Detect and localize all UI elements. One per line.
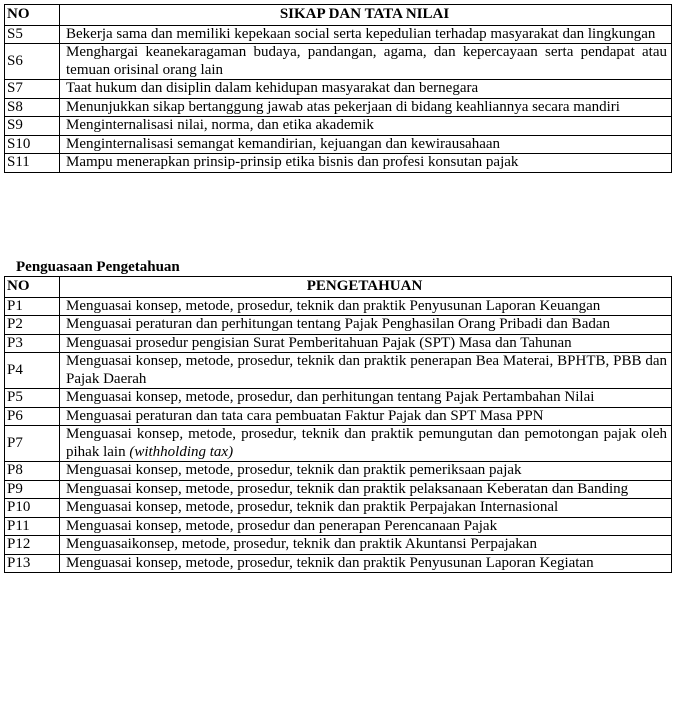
row-code: P12	[5, 536, 60, 555]
table-row	[5, 117, 672, 136]
table-row	[5, 499, 672, 518]
row-description: Taat hukum dan disiplin dalam kehidupan masyarakat dan bernegara	[60, 80, 672, 99]
row-code: S11	[5, 154, 60, 173]
table-row	[5, 98, 672, 117]
table-row	[5, 462, 672, 481]
row-description: Menguasaikonsep, metode, prosedur, teknik dan praktik Akuntansi Perpajakan	[60, 536, 672, 555]
row-code: P2	[5, 316, 60, 335]
table-row	[5, 154, 672, 173]
table-row	[5, 480, 672, 499]
row-description: Menguasai konsep, metode, prosedur, teknik dan praktik penerapan Bea Materai, BPHTB, PBB dan Pajak Daerah	[60, 353, 672, 389]
table-row	[5, 426, 672, 462]
row-code: S6	[5, 44, 60, 80]
row-description: Menguasai konsep, metode, prosedur, teknik dan praktik Penyusunan Laporan Kegiatan	[60, 554, 672, 573]
row-description: Menguasai konsep, metode, prosedur, dan perhitungan tentang Pajak Pertambahan Nilai	[60, 389, 672, 408]
column-header-no: NO	[5, 277, 60, 298]
sikap-table	[4, 4, 672, 173]
row-code: P11	[5, 517, 60, 536]
row-description: Menginternalisasi nilai, norma, dan etika akademik	[60, 117, 672, 136]
table-row	[5, 517, 672, 536]
column-header-sikap: SIKAP DAN TATA NILAI	[60, 5, 672, 26]
row-code: P9	[5, 480, 60, 499]
table-row	[5, 80, 672, 99]
row-description	[60, 426, 672, 462]
table-row	[5, 316, 672, 335]
row-description: Mampu menerapkan prinsip-prinsip etika bisnis dan profesi konsutan pajak	[60, 154, 672, 173]
row-description: Menguasai konsep, metode, prosedur, teknik dan praktik pelaksanaan Keberatan dan Banding	[60, 480, 672, 499]
row-code: S8	[5, 98, 60, 117]
row-code: P6	[5, 407, 60, 426]
table-row	[5, 44, 672, 80]
pengetahuan-table	[4, 276, 672, 573]
row-code: P1	[5, 297, 60, 316]
row-code: S5	[5, 25, 60, 44]
row-description: Menguasai peraturan dan tata cara pembuatan Faktur Pajak dan SPT Masa PPN	[60, 407, 672, 426]
row-description: Menguasai konsep, metode, prosedur dan penerapan Perencanaan Pajak	[60, 517, 672, 536]
row-description: Menguasai konsep, metode, prosedur, teknik dan praktik pemeriksaan pajak	[60, 462, 672, 481]
table-row	[5, 536, 672, 555]
row-description: Menguasai konsep, metode, prosedur, teknik dan praktik Penyusunan Laporan Keuangan	[60, 297, 672, 316]
row-description: Menginternalisasi semangat kemandirian, kejuangan dan kewirausahaan	[60, 135, 672, 154]
table-row	[5, 554, 672, 573]
row-description: Menghargai keanekaragaman budaya, pandangan, agama, dan kepercayaan serta pendapat atau temuan orisinal orang lain	[60, 44, 672, 80]
section-title: Penguasaan Pengetahuan	[16, 259, 180, 275]
row-code: S10	[5, 135, 60, 154]
table-header-row	[5, 5, 672, 26]
row-description-text: Menguasai konsep, metode, prosedur, teknik dan praktik pemungutan dan pemotongan pajak oleh pihak lain	[66, 426, 667, 460]
table-header-row	[5, 277, 672, 298]
row-code: P4	[5, 353, 60, 389]
table-row	[5, 353, 672, 389]
table-row	[5, 297, 672, 316]
row-code: P5	[5, 389, 60, 408]
table-row	[5, 389, 672, 408]
row-code: P8	[5, 462, 60, 481]
row-code: P3	[5, 334, 60, 353]
table-row	[5, 407, 672, 426]
row-description-italic: (withholding tax)	[129, 443, 234, 460]
row-description: Menunjukkan sikap bertanggung jawab atas pekerjaan di bidang keahliannya secara mandiri	[60, 98, 672, 117]
row-code: P13	[5, 554, 60, 573]
row-code: P7	[5, 426, 60, 462]
row-code: S7	[5, 80, 60, 99]
table-row	[5, 135, 672, 154]
row-description: Menguasai peraturan dan perhitungan tentang Pajak Penghasilan Orang Pribadi dan Badan	[60, 316, 672, 335]
column-header-pengetahuan: PENGETAHUAN	[60, 277, 672, 298]
row-description: Bekerja sama dan memiliki kepekaan social serta kepedulian terhadap masyarakat dan lingkungan	[60, 25, 672, 44]
row-description: Menguasai prosedur pengisian Surat Pemberitahuan Pajak (SPT) Masa dan Tahunan	[60, 334, 672, 353]
row-code: P10	[5, 499, 60, 518]
table-row	[5, 25, 672, 44]
table-row	[5, 334, 672, 353]
column-header-no: NO	[5, 5, 60, 26]
row-code: S9	[5, 117, 60, 136]
row-description: Menguasai konsep, metode, prosedur, teknik dan praktik Perpajakan Internasional	[60, 499, 672, 518]
